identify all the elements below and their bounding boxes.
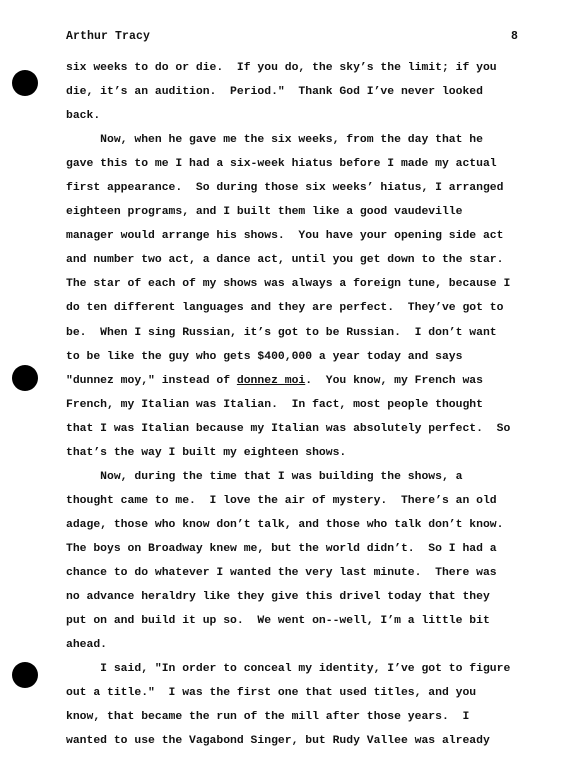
text-line: wanted to use the Vagabond Singer, but Rudy Vallee was already [66, 735, 490, 748]
text-line: I said, "In order to conceal my identity, I’ve got to figure [66, 663, 511, 676]
text-line: chance to do whatever I wanted the very last minute. There was [66, 566, 497, 579]
text-line: to be like the guy who gets $400,000 a year today and says [66, 350, 463, 363]
binder-hole-icon [12, 662, 38, 688]
text-line: six weeks to do or die. If you do, the sky’s the limit; if you [66, 62, 497, 74]
page-number: 8 [511, 30, 518, 43]
binder-hole-icon [12, 70, 38, 96]
text-line: eighteen programs, and I built them like a good vaudeville [66, 206, 463, 219]
text-line: back. [66, 110, 101, 123]
text-line: first appearance. So during those six weeks’ hiatus, I arranged [66, 182, 504, 195]
binder-hole-icon [12, 365, 38, 391]
text-line: know, that became the run of the mill after those years. I [66, 711, 470, 724]
text-line: out a title." I was the first one that used titles, and you [66, 687, 477, 700]
text-line: The star of each of my shows was always a foreign tune, because I [66, 278, 511, 291]
text-segment: . You know, my French was [305, 374, 483, 387]
text-line: and number two act, a dance act, until you get down to the star. [66, 254, 504, 267]
text-line: manager would arrange his shows. You have your opening side act [66, 230, 504, 243]
text-line: gave this to me I had a six-week hiatus before I made my actual [66, 158, 497, 171]
header-name: Arthur Tracy [66, 30, 151, 43]
text-line: no advance heraldry like they give this drivel today that they [66, 591, 490, 604]
text-line: adage, those who know don’t talk, and those who talk don’t know. [66, 518, 504, 531]
text-line: thought came to me. I love the air of mystery. There’s an old [66, 494, 497, 507]
body-text [66, 56, 536, 753]
text-line: be. When I sing Russian, it’s got to be Russian. I don’t want [66, 326, 497, 339]
text-line: put on and build it up so. We went on--well, I’m a little bit [66, 615, 490, 628]
text-line [66, 369, 536, 393]
text-line: The boys on Broadway knew me, but the world didn’t. So I had a [66, 542, 497, 555]
text-line: Now, when he gave me the six weeks, from the day that he [66, 134, 483, 147]
text-line: that I was Italian because my Italian was absolutely perfect. So [66, 422, 511, 435]
text-segment: "dunnez moy," instead of [66, 374, 237, 387]
text-line: Now, during the time that I was building the shows, a [66, 470, 463, 483]
underlined-phrase: donnez moi [236, 374, 306, 387]
text-line: French, my Italian was Italian. In fact, most people thought [66, 398, 483, 411]
text-line: that’s the way I built my eighteen shows. [66, 446, 347, 459]
text-line: die, it’s an audition. Period." Thank God I’ve never looked [66, 86, 483, 99]
text-line: do ten different languages and they are perfect. They’ve got to [66, 302, 504, 315]
text-line: ahead. [66, 639, 108, 652]
